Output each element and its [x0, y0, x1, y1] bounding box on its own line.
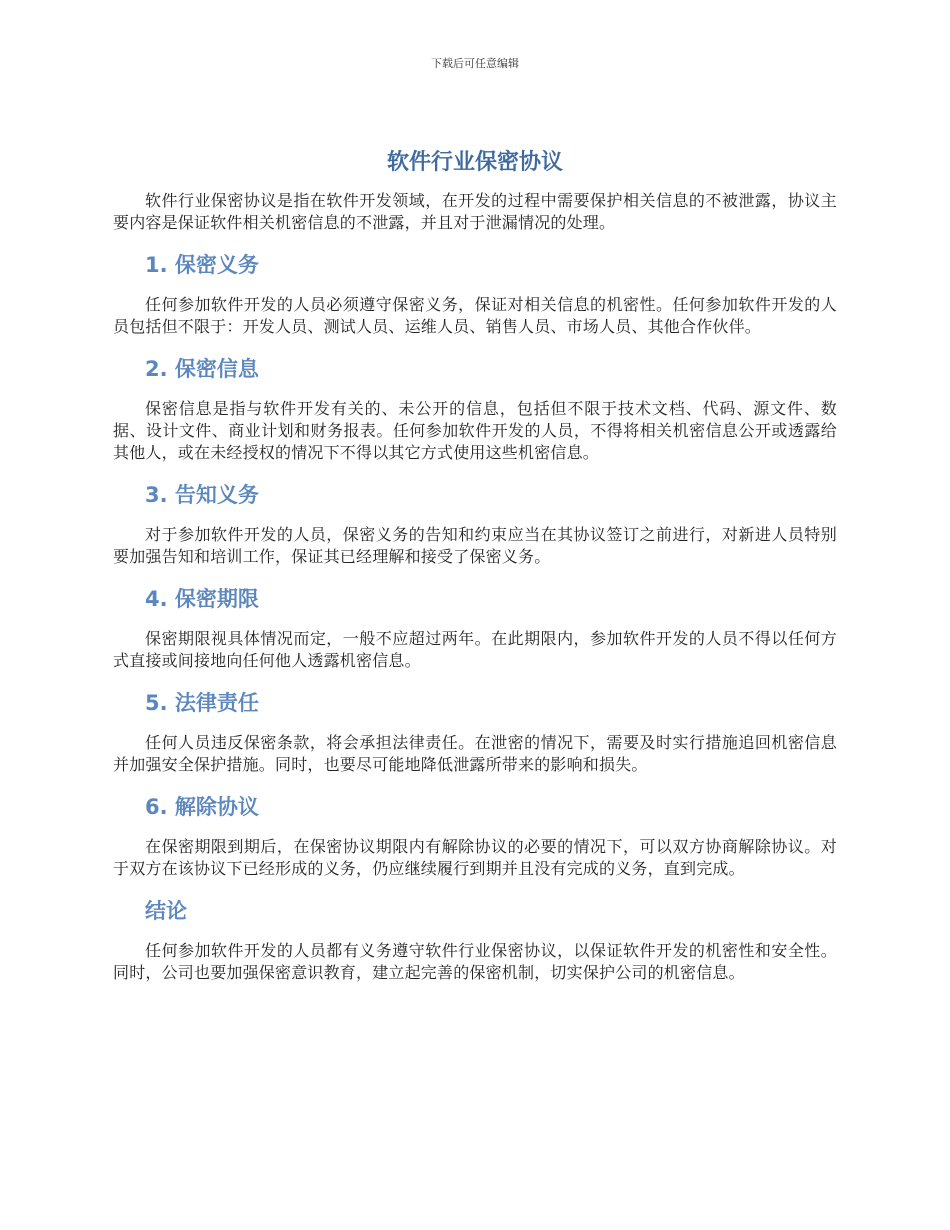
section-body-confidentiality-period: 保密期限视具体情况而定，一般不应超过两年。在此期限内，参加软件开发的人员不得以任何方式直接或间接地向任何他人透露机密信息。 [113, 629, 837, 670]
section-body-notification-obligation: 对于参加软件开发的人员，保密义务的告知和约束应当在其协议签订之前进行，对新进人员特别要加强告知和培训工作，保证其已经理解和接受了保密义务。 [113, 525, 837, 566]
section-body-conclusion: 任何参加软件开发的人员都有义务遵守软件行业保密协议，以保证软件开发的机密性和安全性。同时，公司也要加强保密意识教育，建立起完善的保密机制，切实保护公司的机密信息。 [113, 941, 837, 982]
section-heading-legal-liability: 5. 法律责任 [145, 691, 259, 715]
page-header-note: 下载后可任意编辑 [431, 57, 519, 70]
section-heading-confidential-information: 2. 保密信息 [145, 357, 259, 381]
section-heading-confidentiality-obligation: 1. 保密义务 [145, 253, 259, 277]
section-heading-termination: 6. 解除协议 [145, 795, 259, 819]
section-heading-notification-obligation: 3. 告知义务 [145, 483, 259, 507]
document-title: 软件行业保密协议 [386, 150, 563, 175]
section-body-legal-liability: 任何人员违反保密条款，将会承担法律责任。在泄密的情况下，需要及时实行措施追回机密信息并加强安全保护措施。同时，也要尽可能地降低泄露所带来的影响和损失。 [113, 733, 837, 774]
section-heading-confidentiality-period: 4. 保密期限 [145, 587, 259, 611]
section-body-confidentiality-obligation: 任何参加软件开发的人员必须遵守保密义务，保证对相关信息的机密性。任何参加软件开发的人员包括但不限于：开发人员、测试人员、运维人员、销售人员、市场人员、其他合作伙伴。 [113, 295, 837, 336]
section-body-termination: 在保密期限到期后，在保密协议期限内有解除协议的必要的情况下，可以双方协商解除协议。对于双方在该协议下已经形成的义务，仍应继续履行到期并且没有完成的义务，直到完成。 [113, 837, 837, 878]
intro-paragraph: 软件行业保密协议是指在软件开发领域，在开发的过程中需要保护相关信息的不被泄露，协议主要内容是保证软件相关机密信息的不泄露，并且对于泄漏情况的处理。 [113, 191, 837, 232]
section-heading-conclusion: 结论 [145, 899, 187, 923]
section-body-confidential-information: 保密信息是指与软件开发有关的、未公开的信息，包括但不限于技术文档、代码、源文件、数据、设计文件、商业计划和财务报表。任何参加软件开发的人员，不得将相关机密信息公开或透露给其他人，或在未经授权的情况下不得以其它方式使用这些机密信息。 [113, 399, 837, 462]
document-body [113, 148, 837, 984]
